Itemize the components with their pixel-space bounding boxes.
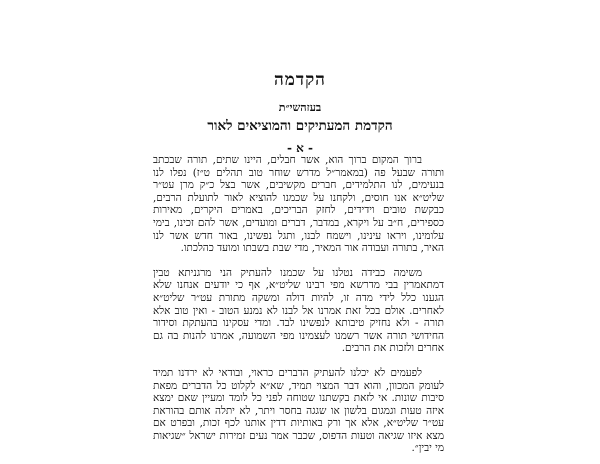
page-title: הקדמה (274, 70, 326, 90)
blessing-heading: בעזהשי״ת (278, 101, 322, 114)
paragraph: ברוך המקום ברוך הוא, אשר חבלים, היינו שתים, תורה שבכתב ותורה שבעל פה (במאמר״ל מדרש שוחר טוב תהלים ט״ז) נפלו לנו בנעימים, לנו התלמידים, חברים מקשיבים, אשר בצל כ״ק מרן עט״ר שליט״א אנו חוסים, ולקחנו על שכמנו להוציא לאור לתועלת הרבים, כבקשת טובים וידידים, לחזק הבריכים, באמרים היקרים, מאירות כספירים, ח״ב על ויקרא, במדבר, דברים ומועדים, אשר להם זכינו, בימי עלומינו, ויראו עינינו, וישמח לבנו, ותגל נפשינו, באור חדש אשר לנו האיר, בתורה ועבודה אור המאיר, מדי שבת בשבתו ומועד כהלכתו. (153, 154, 444, 255)
paragraph: לפעמים לא יכלנו להעתיק הדברים כראוי, ובודאי לא ירדנו תמיד לעומק המכוון, והוא דבר המצוי תמיד, שא״א לקלוט כל הדברים מפאת סיבות שונות. אי לזאת בקשתנו שטוחה לפני כל לומד ומעיין שאם ימצא איזה טעות וגמגום בלשון או שגגה בחסר ויתר, לא יתלה אותם בהוראת עט״ר שליט״א, אלא אך ורק באותיות דדין אותנו לכף זכות, ובפרט אם מצא איזו שגיאה וטעות הדפוס, שכבר אמר נעים זמירות ישראל ״שגיאות מי יבין״. (153, 366, 444, 455)
paragraph: משימה כבידה נטלנו על שכמנו להעתיק הני מרגניתא טבין דמתאמרין בבי מדרשא מפי רבינו שליט״א, אף כי יודעים אנחנו שלא הגענו כלל לידי מדה זו, להיות דולה ומשקה מתורת עט״ר שליט״א לאחרים. אולם בכל זאת אמרנו אל לבנו לא נמנע הטוב - ואין טוב אלא תורה - ולא נחזיק טיבותא לנפשינו לבד. ומדי עסקינו בהעתקת וסידור החידושי תורה אשר רשמנו לעצמינו מפי השמועה, אמרנו להנות בה גם אחרים ולזכות את הרבים. (153, 266, 444, 355)
body-text (153, 154, 444, 455)
section-mark: - א - (286, 141, 314, 155)
subtitle: הקדמת המעתיקים והמוציאים לאור (207, 118, 393, 134)
